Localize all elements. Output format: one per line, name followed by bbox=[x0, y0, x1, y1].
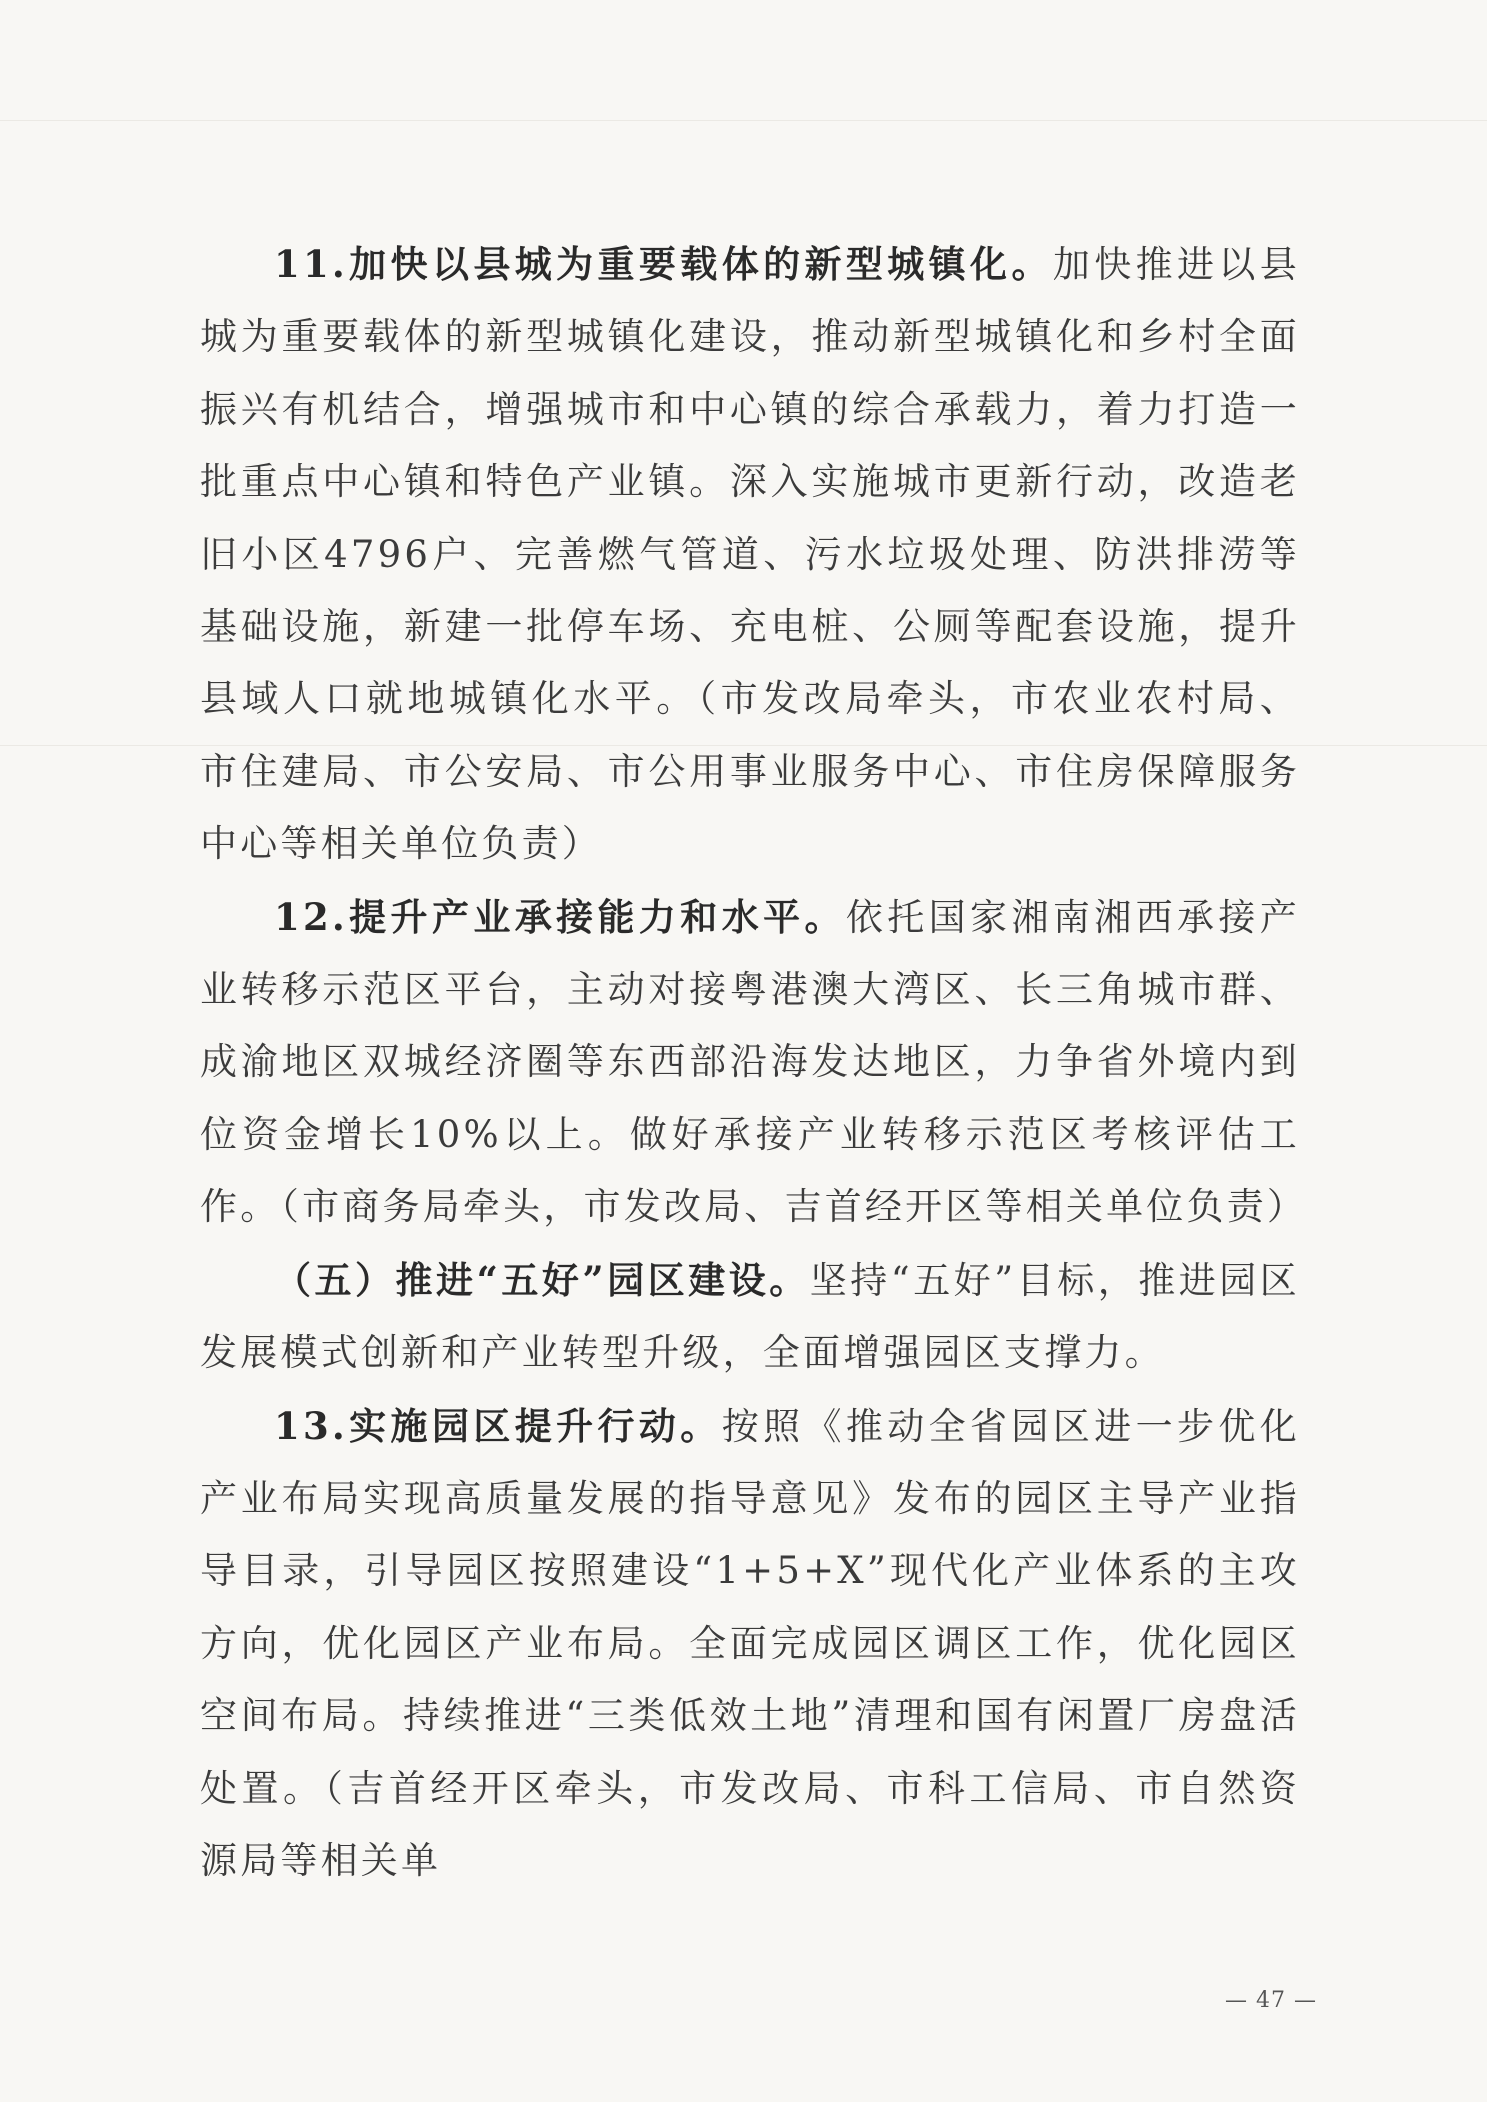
scan-artifact-line bbox=[0, 120, 1487, 121]
paragraph-text: 依托国家湘南湘西承接产业转移示范区平台，主动对接粤港澳大湾区、长三角城市群、成渝地区双城经济圈等东西部沿海发达地区，力争省外境内到位资金增长10%以上。做好承接产业转移示范区考核评估工作。（市商务局牵头，市发改局、吉首经开区等相关单位负责） bbox=[200, 895, 1308, 1229]
paragraph-text: 加快推进以县城为重要载体的新型城镇化建设，推动新型城镇化和乡村全面振兴有机结合，增强城市和中心镇的综合承载力，着力打造一批重点中心镇和特色产业镇。深入实施城市更新行动，改造老旧小区4796户、完善燃气管道、污水垃圾处理、防洪排涝等基础设施，新建一批停车场、充电桩、公厕等配套设施，提升县域人口就地城镇化水平。（市发改局牵头，市农业农村局、市住建局、市公安局、市公用事业服务中心、市住房保障服务中心等相关单位负责） bbox=[200, 243, 1301, 866]
section-5 bbox=[200, 1244, 1300, 1390]
page-number: — 47 — bbox=[1225, 1988, 1317, 2013]
paragraph-text: 按照《推动全省园区进一步优化产业布局实现高质量发展的指导意见》发布的园区主导产业指导目录，引导园区按照建设“1+5+X”现代化产业体系的主攻方向，优化园区产业布局。全面完成园区调区工作，优化园区空间布局。持续推进“三类低效土地”清理和国有闲置厂房盘活处置。（吉首经开区牵头，市发改局、市科工信局、市自然资源局等相关单 bbox=[200, 1404, 1300, 1882]
paragraph-heading: 12.提升产业承接能力和水平。 bbox=[274, 894, 846, 939]
paragraph-heading: 13.实施园区提升行动。 bbox=[274, 1403, 722, 1448]
paragraph-11 bbox=[200, 228, 1300, 881]
paragraph-text: 坚持“五好”目标，推进园区发展模式创新和产业转型升级，全面增强园区支撑力。 bbox=[200, 1258, 1300, 1375]
paragraph-13 bbox=[200, 1390, 1300, 1898]
document-body bbox=[200, 228, 1308, 1897]
paragraph-heading: 11.加快以县城为重要载体的新型城镇化。 bbox=[274, 242, 1053, 286]
section-heading: （五）推进“五好”园区建设。 bbox=[274, 1257, 810, 1302]
paragraph-12 bbox=[200, 881, 1308, 1244]
